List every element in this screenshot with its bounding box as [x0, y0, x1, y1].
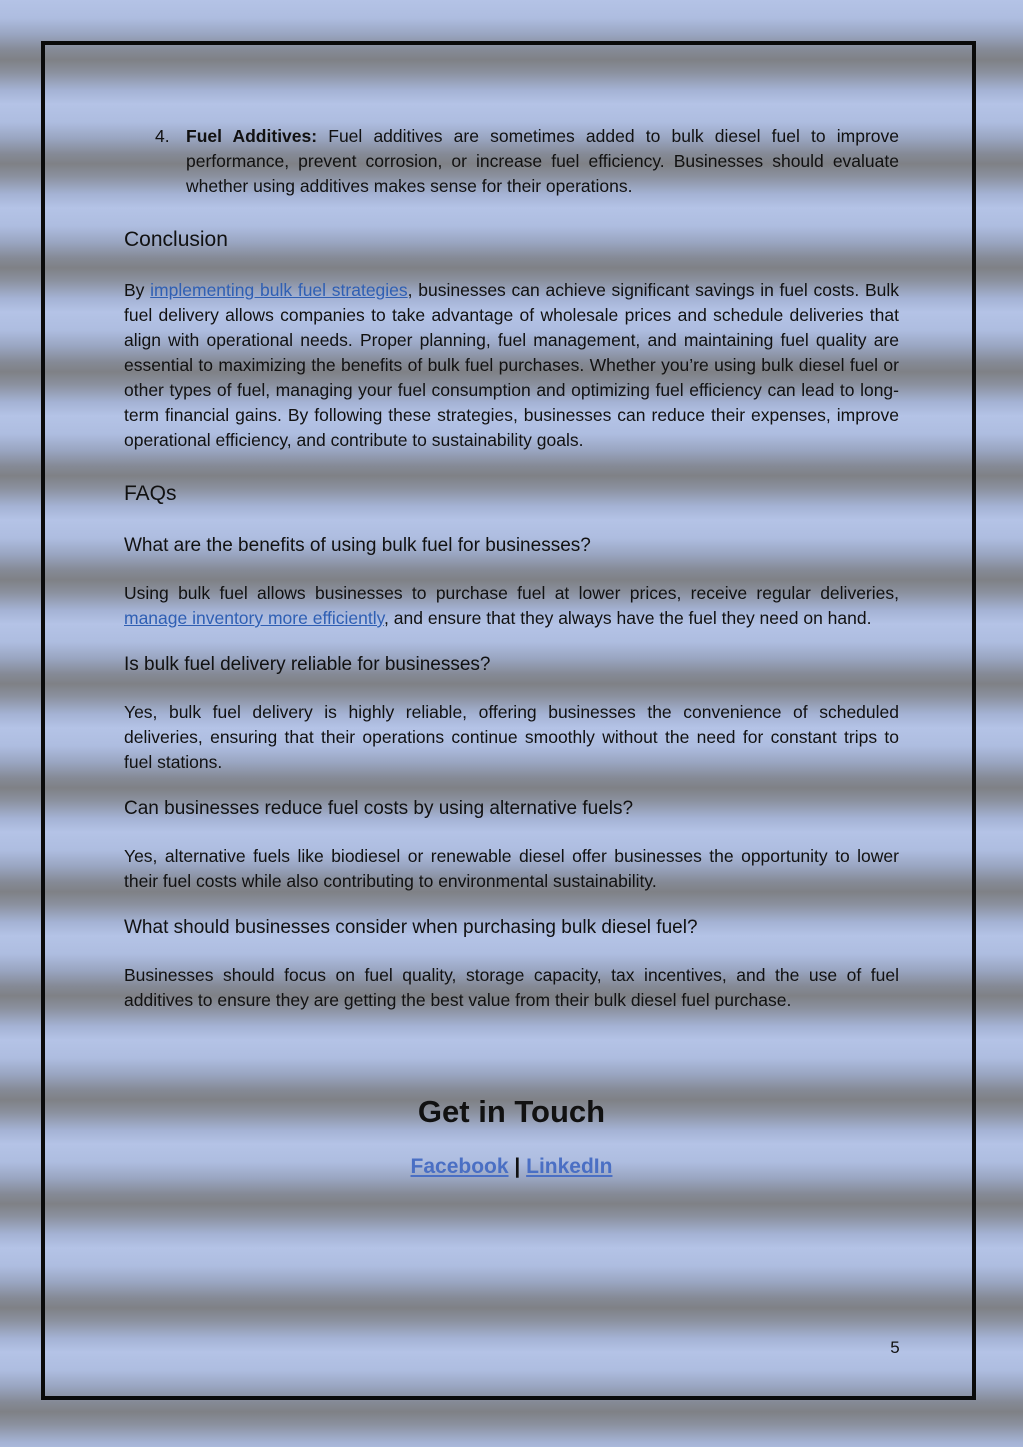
- implementing-bulk-fuel-strategies-link[interactable]: implementing bulk fuel strategies: [150, 280, 408, 300]
- faq-answer-1-suffix: , and ensure that they always have the fuel they need on hand.: [384, 608, 872, 628]
- list-item-text: Fuel additives are sometimes added to bulk diesel fuel to improve performance, prevent corrosion, or increase fuel efficiency. Businesses should evaluate whether using additives makes sense for their operations.: [186, 126, 899, 196]
- faq-answer-1: [124, 581, 899, 631]
- faqs-heading: FAQs: [124, 482, 177, 505]
- faq-question-4: What should businesses consider when purchasing bulk diesel fuel?: [124, 917, 698, 938]
- faq-question-3: Can businesses reduce fuel costs by using alternative fuels?: [124, 798, 634, 819]
- conclusion-text: , businesses can achieve significant savings in fuel costs. Bulk fuel delivery allows companies to take advantage of wholesale prices and schedule deliveries that align with operational needs. Proper planning, fuel management, and maintaining fuel quality are essential to maximizing the benefits of bulk fuel purchases. Whether you’re using bulk diesel fuel or other types of fuel, managing your fuel consumption and optimizing fuel efficiency can lead to long-term financial gains. By following these strategies, businesses can reduce their expenses, improve operational efficiency, and contribute to sustainability goals.: [124, 280, 899, 450]
- faq-answer-1-prefix: Using bulk fuel allows businesses to purchase fuel at lower prices, receive regular deliveries,: [124, 583, 899, 603]
- list-number: 4.: [155, 126, 170, 146]
- faq-answer-3: Yes, alternative fuels like biodiesel or renewable diesel offer businesses the opportunity to lower their fuel costs while also contributing to environmental sustainability.: [124, 846, 899, 891]
- get-in-touch-heading: Get in Touch: [417, 1094, 606, 1129]
- linkedin-link[interactable]: LinkedIn: [526, 1155, 613, 1178]
- list-item-title: Fuel Additives:: [186, 126, 318, 146]
- conclusion-paragraph: [124, 278, 899, 453]
- page-content: [124, 124, 899, 1013]
- social-links: [0, 1153, 1023, 1181]
- faq-answer-4: Businesses should focus on fuel quality, storage capacity, tax incentives, and the use of fuel additives to ensure they are getting the best value from their bulk diesel fuel purchase.: [124, 965, 899, 1010]
- faq-question-2: Is bulk fuel delivery reliable for businesses?: [124, 654, 491, 675]
- page-number: 5: [890, 1338, 900, 1357]
- conclusion-heading: Conclusion: [124, 228, 228, 251]
- facebook-link[interactable]: Facebook: [410, 1155, 509, 1178]
- faq-answer-2: Yes, bulk fuel delivery is highly reliable, offering businesses the convenience of scheduled deliveries, ensuring that their operations continue smoothly without the need for constant trips to fuel stations.: [124, 702, 899, 772]
- social-separator: |: [514, 1155, 521, 1178]
- manage-inventory-link[interactable]: manage inventory more efficiently: [124, 608, 385, 628]
- conclusion-prefix: By: [124, 280, 151, 300]
- faq-question-1: What are the benefits of using bulk fuel for businesses?: [124, 535, 591, 556]
- list-item-fuel-additives: [124, 124, 899, 199]
